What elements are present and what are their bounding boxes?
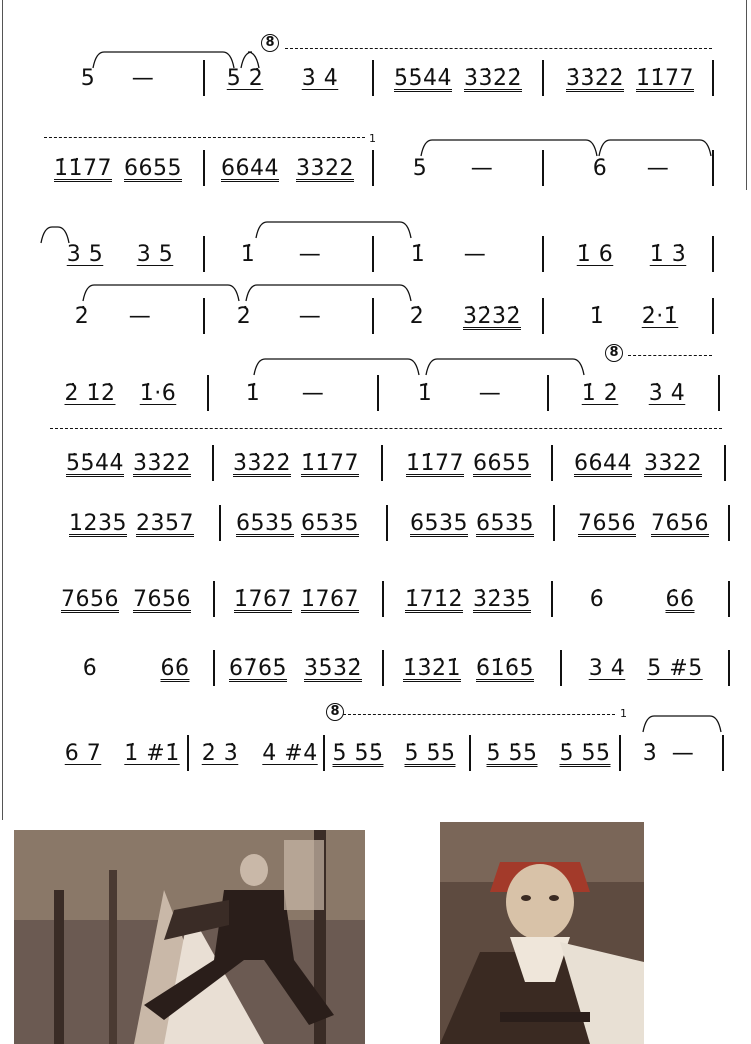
bar-line xyxy=(728,505,730,541)
octave-end-mark: 1 xyxy=(369,132,376,145)
sustain-dash: — xyxy=(646,156,670,181)
bar-line xyxy=(372,298,374,334)
note-group: 1̇ 3̇ xyxy=(649,242,687,267)
note-group: 6̇6̇ xyxy=(665,587,695,612)
note-group: 3̇ xyxy=(642,741,658,766)
note-group: 1̇ xyxy=(240,242,256,267)
bar-line xyxy=(619,735,621,771)
sustain-dash: — xyxy=(131,66,155,91)
page-right-edge xyxy=(746,0,747,190)
note-group: 3̇ 4̇ xyxy=(301,66,339,91)
sustain-dash: — xyxy=(470,156,494,181)
sustain-dash: — xyxy=(463,242,487,267)
slur-arc xyxy=(642,714,722,734)
bar-line xyxy=(219,505,221,541)
note-group: 6535 xyxy=(236,511,294,536)
note-group: 2̇ xyxy=(74,304,90,329)
note-group: 6̇1̇6̇5̇ xyxy=(476,656,534,681)
note-group: 5̇ 5̇5̇ xyxy=(332,741,384,766)
sustain-dash: — xyxy=(128,304,152,329)
note-group: 7656 xyxy=(61,587,119,612)
note-group: 2357 xyxy=(136,511,194,536)
bar-line xyxy=(381,445,383,481)
bar-line xyxy=(377,375,379,411)
note-group: 7656 xyxy=(651,511,709,536)
note-group: 1̇ 6 xyxy=(576,242,614,267)
bar-line xyxy=(212,445,214,481)
note-group: 3322 xyxy=(644,451,702,476)
note-group: 3̇2̇3̇5̇ xyxy=(473,587,531,612)
bar-line xyxy=(372,60,374,96)
bar-line xyxy=(372,150,374,186)
bar-line xyxy=(203,236,205,272)
soldier-portrait-photo xyxy=(440,822,644,1044)
note-group: 1̇767 xyxy=(234,587,292,612)
note-group: 5 #5 xyxy=(647,656,703,681)
slur-arc xyxy=(253,357,420,377)
bar-line xyxy=(718,375,720,411)
bar-line xyxy=(542,60,544,96)
note-group: 2̇ xyxy=(236,304,252,329)
note-group: 1̇71̇2̇ xyxy=(405,587,463,612)
slur-arc xyxy=(92,50,235,70)
page-left-edge xyxy=(2,0,3,820)
note-group: 1̇1̇77 xyxy=(54,156,112,181)
note-group: 1̇767 xyxy=(301,587,359,612)
bar-line xyxy=(728,581,730,617)
note-group: 6̇ xyxy=(589,587,605,612)
bar-line xyxy=(712,298,714,334)
slur-arc xyxy=(40,225,70,245)
note-group: 2̇ xyxy=(409,304,425,329)
note-group: 1̇·6 xyxy=(139,381,177,406)
bar-line xyxy=(553,505,555,541)
bar-line xyxy=(728,650,730,686)
note-group: 5 xyxy=(80,66,96,91)
sustain-dash: — xyxy=(301,381,325,406)
bar-line xyxy=(551,445,553,481)
slur-arc xyxy=(240,50,260,70)
octave-dash-line xyxy=(343,714,615,715)
bar-line xyxy=(382,650,384,686)
bar-line xyxy=(712,60,714,96)
note-group: 3̇ 4̇ xyxy=(648,381,686,406)
bar-line xyxy=(547,375,549,411)
note-group: 5 xyxy=(412,156,428,181)
note-group: 3 4 xyxy=(588,656,626,681)
note-group: 1235 xyxy=(69,511,127,536)
note-group: 5 2̇ xyxy=(226,66,264,91)
note-group: 6535 xyxy=(476,511,534,536)
octave-mark: 8 xyxy=(261,34,279,52)
note-group: 3̇2̇3̇2̇ xyxy=(463,304,521,329)
note-group: 6̇6̇ xyxy=(160,656,190,681)
note-group: 7656 xyxy=(133,587,191,612)
slur-arc xyxy=(598,138,712,158)
bar-line xyxy=(724,445,726,481)
sustain-dash: — xyxy=(478,381,502,406)
note-group: 6̇7̇6̇5̇ xyxy=(229,656,287,681)
bar-line xyxy=(560,650,562,686)
note-group: 6535 xyxy=(410,511,468,536)
bar-line xyxy=(542,236,544,272)
bar-line xyxy=(542,298,544,334)
sustain-dash: — xyxy=(298,304,322,329)
note-group: 3̇3̇2̇2̇ xyxy=(464,66,522,91)
note-group: 1̇ xyxy=(589,304,605,329)
note-group: 3̇3̇2̇2̇ xyxy=(566,66,624,91)
bar-line xyxy=(207,375,209,411)
octave-mark: 8 xyxy=(605,344,623,362)
octave-mark: 8 xyxy=(326,703,344,721)
slur-arc xyxy=(255,220,412,240)
note-group: 3̇5̇3̇2̇ xyxy=(304,656,362,681)
octave-dash-line xyxy=(44,137,365,138)
note-group: 6644 xyxy=(221,156,279,181)
bar-line xyxy=(712,236,714,272)
slur-arc xyxy=(420,138,598,158)
note-group: 6̇ xyxy=(82,656,98,681)
note-group: 6 xyxy=(592,156,608,181)
note-group: 1̇1̇77 xyxy=(301,451,359,476)
note-group: 6 7 xyxy=(64,741,102,766)
note-group: 5̇5̇4̇4̇ xyxy=(394,66,452,91)
octave-dash-line xyxy=(285,48,712,49)
bar-line xyxy=(551,581,553,617)
bar-line xyxy=(469,735,471,771)
note-group: 1̇ xyxy=(410,242,426,267)
note-group: 4̇ #4̇ xyxy=(262,741,318,766)
note-group: 3̇3̇2̇2̇ xyxy=(233,451,291,476)
note-group: 1̇1̇77 xyxy=(636,66,694,91)
bar-line xyxy=(203,298,205,334)
bar-line xyxy=(323,735,325,771)
note-group: 6535 xyxy=(301,511,359,536)
note-group: 1̇ xyxy=(245,381,261,406)
bar-line xyxy=(372,236,374,272)
bar-line xyxy=(203,150,205,186)
bar-line xyxy=(213,650,215,686)
note-group: 3 5 xyxy=(136,242,174,267)
note-group: 5̇ 5̇5̇ xyxy=(404,741,456,766)
octave-end-mark: 1 xyxy=(620,707,627,720)
note-group: 6644 xyxy=(574,451,632,476)
note-group: 3 5 xyxy=(66,242,104,267)
note-group: 5̇ 5̇5̇ xyxy=(559,741,611,766)
octave-dash-line xyxy=(628,355,712,356)
note-group: 1̇ xyxy=(417,381,433,406)
soldier-leaping-photo xyxy=(14,830,365,1044)
note-group: 1̇ #1̇ xyxy=(124,741,180,766)
note-group: 2̇ 3̇ xyxy=(201,741,239,766)
sustain-dash: — xyxy=(298,242,322,267)
note-group: 6655 xyxy=(473,451,531,476)
bar-line xyxy=(712,150,714,186)
bar-line xyxy=(382,581,384,617)
note-group: 7656 xyxy=(578,511,636,536)
note-group: 2̇ 1̇2̇ xyxy=(64,381,116,406)
note-group: 5̇5̇4̇4̇ xyxy=(66,451,124,476)
octave-dash-line xyxy=(50,428,722,429)
slur-arc xyxy=(82,283,240,303)
bar-line xyxy=(386,505,388,541)
note-group: 1̇1̇77 xyxy=(406,451,464,476)
note-group: 1̇3̇2̇1̇ xyxy=(403,656,461,681)
bar-line xyxy=(722,735,724,771)
bar-line xyxy=(187,735,189,771)
note-group: 1̇ 2̇ xyxy=(581,381,619,406)
slur-arc xyxy=(245,283,412,303)
note-group: 3̇3̇2̇2̇ xyxy=(133,451,191,476)
note-group: 6655 xyxy=(124,156,182,181)
note-group: 5̇ 5̇5̇ xyxy=(486,741,538,766)
sustain-dash: — xyxy=(671,741,695,766)
note-group: 2̇·1̇ xyxy=(641,304,679,329)
slur-arc xyxy=(425,357,585,377)
note-group: 3322 xyxy=(296,156,354,181)
bar-line xyxy=(213,581,215,617)
